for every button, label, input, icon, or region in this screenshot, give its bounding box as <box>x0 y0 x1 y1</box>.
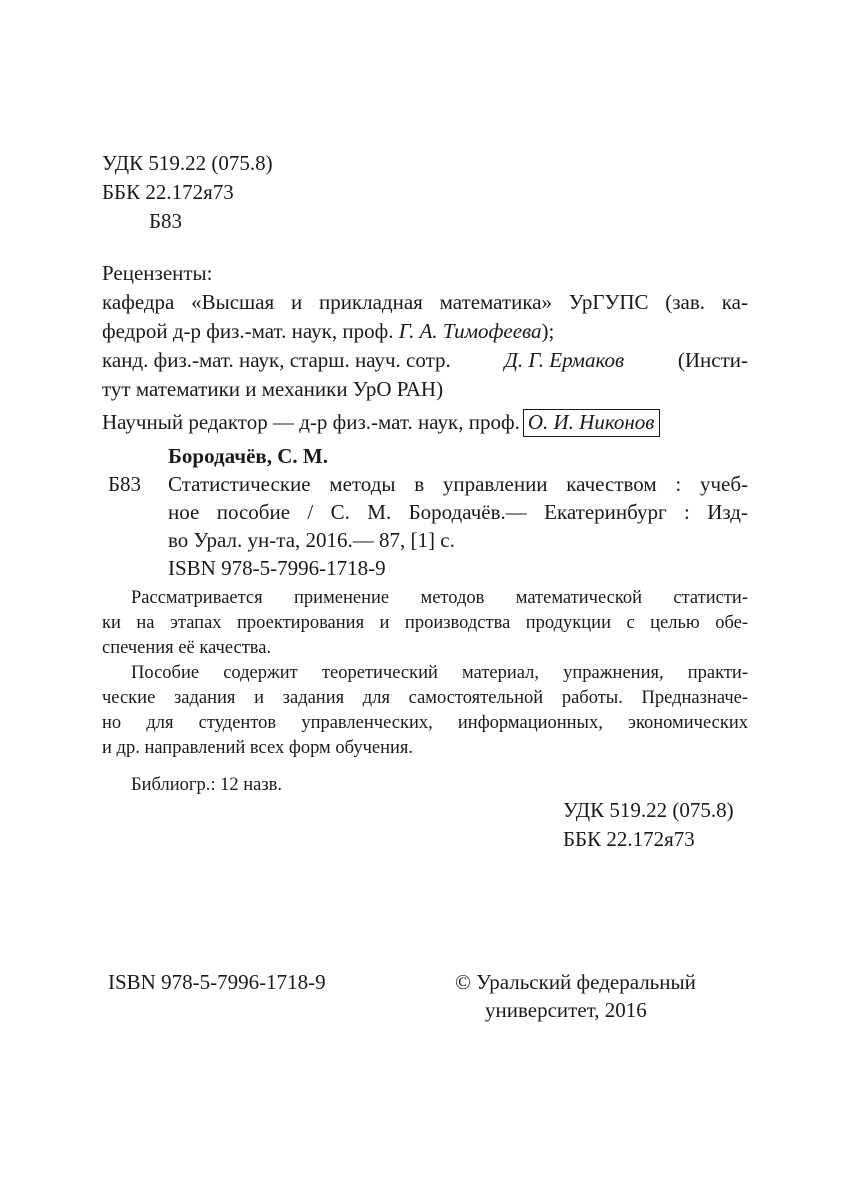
annotation-p2-line-1 <box>131 664 748 683</box>
reviewers-line-4: тут математики и механики УрО РАН) <box>102 377 444 401</box>
record-line-1 <box>168 474 748 495</box>
annotation-p2-line-3-text: но для студентов управленческих, информационных, экономических <box>102 713 748 733</box>
bbk-code: ББК 22.172я73 <box>102 180 234 204</box>
record-mark: Б83 <box>108 472 142 496</box>
bbk-code-bottom: ББК 22.172я73 <box>563 827 695 851</box>
editor-name: О. И. Никонов <box>527 410 655 434</box>
reviewers-line-2-prefix: федрой д-р физ.-мат. наук, проф. <box>102 319 394 343</box>
scientific-editor <box>102 409 660 437</box>
record-line-1-text: Статистические методы в управлении качеством : учеб- <box>168 472 748 496</box>
annotation-p1-line-3: спечения её качества. <box>102 638 272 658</box>
reviewers-line-2 <box>102 321 554 342</box>
record-author: Бородачёв, С. М. <box>168 444 328 468</box>
author-mark: Б83 <box>149 209 183 233</box>
record-line-3: во Урал. ун-та, 2016.— 87, [1] с. <box>168 528 455 552</box>
reviewers-line-3-suffix: (Инсти- <box>677 348 748 372</box>
annotation-p2-line-2-text: ческие задания и задания для самостоятельной работы. Предназначе- <box>102 688 748 708</box>
reviewer-name-ermakov: Д. Г. Ермаков <box>504 348 625 372</box>
reviewers-heading: Рецензенты: <box>102 261 213 285</box>
reviewers-line-3-prefix: канд. физ.-мат. наук, старш. науч. сотр. <box>102 348 451 372</box>
record-isbn: ISBN 978-5-7996-1718-9 <box>168 556 386 580</box>
reviewers-line-1 <box>102 292 748 313</box>
annotation-p1-line-1-text: Рассматривается применение методов математической статисти- <box>131 588 748 608</box>
footer-isbn: ISBN 978-5-7996-1718-9 <box>108 970 326 994</box>
record-line-2 <box>168 502 748 523</box>
reviewers-line-3 <box>102 350 748 371</box>
reviewers-line-1-text: кафедра «Высшая и прикладная математика» УрГУПС (зав. ка- <box>102 290 748 314</box>
annotation-p2-line-1-text: Пособие содержит теоретический материал, упражнения, практи- <box>131 663 748 683</box>
reviewers-line-2-suffix: ); <box>541 319 555 343</box>
udk-code: УДК 519.22 (075.8) <box>102 151 273 175</box>
reviewer-name-timofeeva: Г. А. Тимофеева <box>398 319 542 343</box>
annotation-p1-line-2 <box>102 614 748 633</box>
copyright-line-2: университет, 2016 <box>485 998 647 1022</box>
copyright-line-1: © Уральский федеральный <box>455 970 696 994</box>
annotation-p2-line-4: и др. направлений всех форм обучения. <box>102 738 414 758</box>
annotation-p2-line-2 <box>102 689 748 708</box>
annotation-p2-line-3 <box>102 714 748 733</box>
record-line-2-text: ное пособие / С. М. Бородачёв.— Екатеринбург : Изд- <box>168 500 748 524</box>
editor-name-box <box>523 409 661 437</box>
bibliography-count: Библиогр.: 12 назв. <box>131 775 282 795</box>
editor-label: Научный редактор — д-р физ.-мат. наук, проф. <box>102 410 520 434</box>
udk-code-bottom: УДК 519.22 (075.8) <box>563 798 734 822</box>
annotation-p1-line-2-text: ки на этапах проектирования и производства продукции с целью обе- <box>102 613 748 633</box>
annotation-p1-line-1 <box>131 589 748 608</box>
